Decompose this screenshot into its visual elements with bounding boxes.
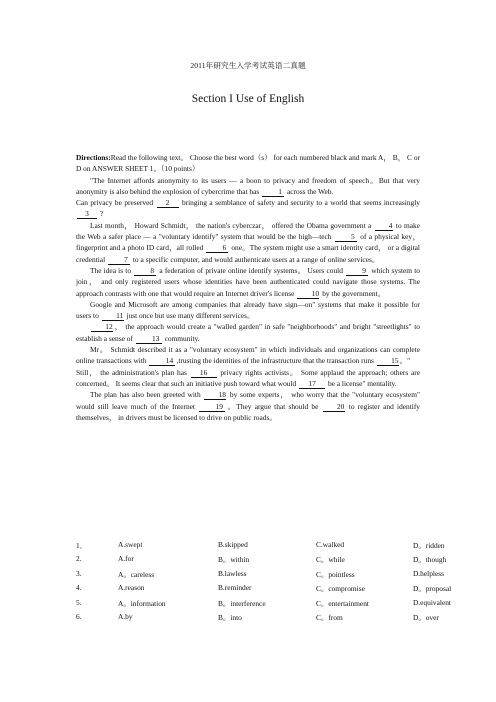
option-b: B。into — [218, 612, 242, 622]
paragraph-5 — [76, 299, 420, 322]
option-b: B.reminder — [218, 583, 252, 593]
option-row — [76, 597, 451, 612]
blank-8: 8 — [134, 266, 156, 276]
text: community. — [164, 333, 200, 343]
option-d: D。though — [413, 555, 447, 565]
paragraph-3 — [76, 220, 420, 265]
question-number: 1． — [76, 541, 88, 550]
text: ， the approach would create a "walled garden" in safe "neighborhoods" and bright "streetlights" to establish a sense of — [76, 322, 420, 343]
text: The plan has also been greeted with — [90, 390, 201, 400]
blank-2: 2 — [157, 198, 179, 208]
text: to register and identify themselves， in drivers must be licensed to drive on public roads。 — [76, 401, 420, 422]
option-c: C。while — [316, 555, 345, 565]
passage-body — [76, 152, 420, 423]
text: Last month， Howard Schmidt， the nation's cyberczar， offered the Obama government a — [90, 220, 372, 230]
blank-10: 10 — [297, 289, 319, 299]
blank-11: 11 — [102, 311, 124, 321]
blank-6: 6 — [206, 243, 228, 253]
option-b: B。interference — [218, 598, 266, 608]
option-row — [76, 554, 447, 568]
question-number: 2. — [76, 554, 82, 564]
option-a: A.reason — [118, 583, 145, 593]
option-a: A.swept — [118, 540, 143, 549]
text: 。" — [399, 356, 411, 366]
text: by some experts， who worry that the "voluntary ecosystem" would still leave much of the Internet — [76, 390, 420, 411]
option-d: D。proposal — [413, 584, 452, 594]
option-d: D.equivalent — [413, 597, 451, 607]
blank-14: 14 — [149, 356, 175, 366]
question-number: 6. — [76, 611, 82, 621]
text: 。They argue that should be — [226, 401, 319, 411]
blank-12: 12 — [91, 322, 113, 332]
text: ,trusting the identities of the infrastructure that the transaction runs — [176, 356, 374, 366]
answer-options — [76, 540, 452, 626]
text: by the government。 — [322, 288, 385, 298]
blank-20: 20 — [323, 402, 345, 412]
question-number: 3. — [76, 568, 82, 578]
option-a: A。information — [118, 598, 166, 608]
text: privacy rights activists。 Some applaud the approach; others are concerned。 It seems clear that such an initiative push toward what would — [76, 367, 420, 388]
paragraph-1 — [76, 175, 420, 198]
text: which system to join， and only registered users whose identities have been authenticated could navigate those systems. The approach contrasts with one that would require an Internet driver's license — [76, 265, 420, 298]
paragraph-6 — [76, 321, 420, 344]
paragraph-9 — [76, 389, 420, 423]
text: to a specific computer, and would authenticate users at a range of online services。 — [132, 254, 380, 264]
text: a federation of private online identify systems。 Users could — [159, 265, 343, 275]
blank-1: 1 — [262, 187, 284, 197]
blank-7: 7 — [108, 255, 130, 265]
option-d: D.helpless — [413, 568, 444, 578]
option-c: C。entertainment — [316, 598, 369, 608]
option-c: C.walked — [316, 540, 345, 549]
option-row — [76, 568, 444, 583]
text: Mr。 Schmidt described it as a "voluntary ecosystem" in which individuals and organizations can complete online transactions with — [76, 345, 420, 366]
text: "The Internet affords anonymity to its users — a boon to privacy and freedom of speech。But that very anonymity is also behind the explosion of cybercrime that has — [76, 175, 420, 196]
option-a: A.for — [118, 554, 134, 564]
question-number: 5. — [76, 597, 82, 607]
text: The idea is to — [90, 265, 132, 275]
text: to make the Web a safer place — a "voluntary identify" system that would be the high—tech — [76, 220, 420, 242]
blank-4: 4 — [375, 221, 393, 231]
blank-17: 17 — [299, 379, 325, 389]
directions — [76, 152, 420, 175]
section-title: Section I Use of English — [191, 93, 305, 105]
paragraph-8 — [76, 367, 420, 390]
option-d: D。ridden — [413, 541, 445, 550]
blank-3: 3 — [77, 209, 97, 219]
text: just once but use many different services。 — [126, 311, 255, 321]
option-b: B.skipped — [218, 540, 248, 549]
text: bringing a semblance of safety and security to a world that seems increasingly — [181, 198, 420, 208]
option-a: A.by — [118, 611, 133, 621]
option-row — [76, 583, 452, 597]
blank-5: 5 — [335, 232, 357, 242]
paragraph-7 — [76, 344, 420, 367]
blank-16: 16 — [191, 368, 217, 378]
blank-19: 19 — [199, 402, 225, 412]
text: one。The system might use a smart identity card， or a digital credential — [76, 243, 420, 264]
option-row — [76, 611, 439, 626]
text: across the Web. — [287, 186, 334, 196]
blank-13: 13 — [136, 334, 162, 344]
text: Still， the administration's plan has — [76, 367, 187, 377]
text: be a license" mentality. — [327, 378, 397, 388]
directions-label: Directions: — [76, 153, 111, 162]
blank-9: 9 — [346, 266, 368, 276]
blank-15: 15 — [377, 356, 399, 366]
option-a: A。careless — [118, 569, 155, 579]
question-number: 4. — [76, 583, 82, 593]
option-d: D。over — [413, 612, 439, 622]
document-title: 2011年研究生入学考试英语二真题 — [190, 61, 306, 70]
directions-text: Read the following text。 Choose the best word（s） for each numbered black and mark A， B， C or D on ANSWER SHEET 1。（10 points） — [76, 153, 420, 174]
paragraph-2 — [76, 197, 420, 220]
option-b: B。within — [218, 555, 250, 565]
option-row — [76, 540, 445, 554]
text: of a physical key， fingerprint and a photo ID card，all rolled — [76, 232, 420, 253]
option-c: C。pointless — [316, 569, 355, 579]
text: ? — [99, 209, 104, 219]
option-b: B.lawless — [218, 568, 247, 578]
option-c: C。compromise — [316, 584, 365, 594]
option-c: C。from — [316, 612, 343, 622]
text: Google and Microsoft are among companies that already have sign—on" systems that make it possible for users to — [76, 299, 420, 321]
paragraph-4 — [76, 265, 420, 299]
blank-18: 18 — [204, 390, 226, 400]
text: Can privacy be preserved — [76, 198, 154, 208]
